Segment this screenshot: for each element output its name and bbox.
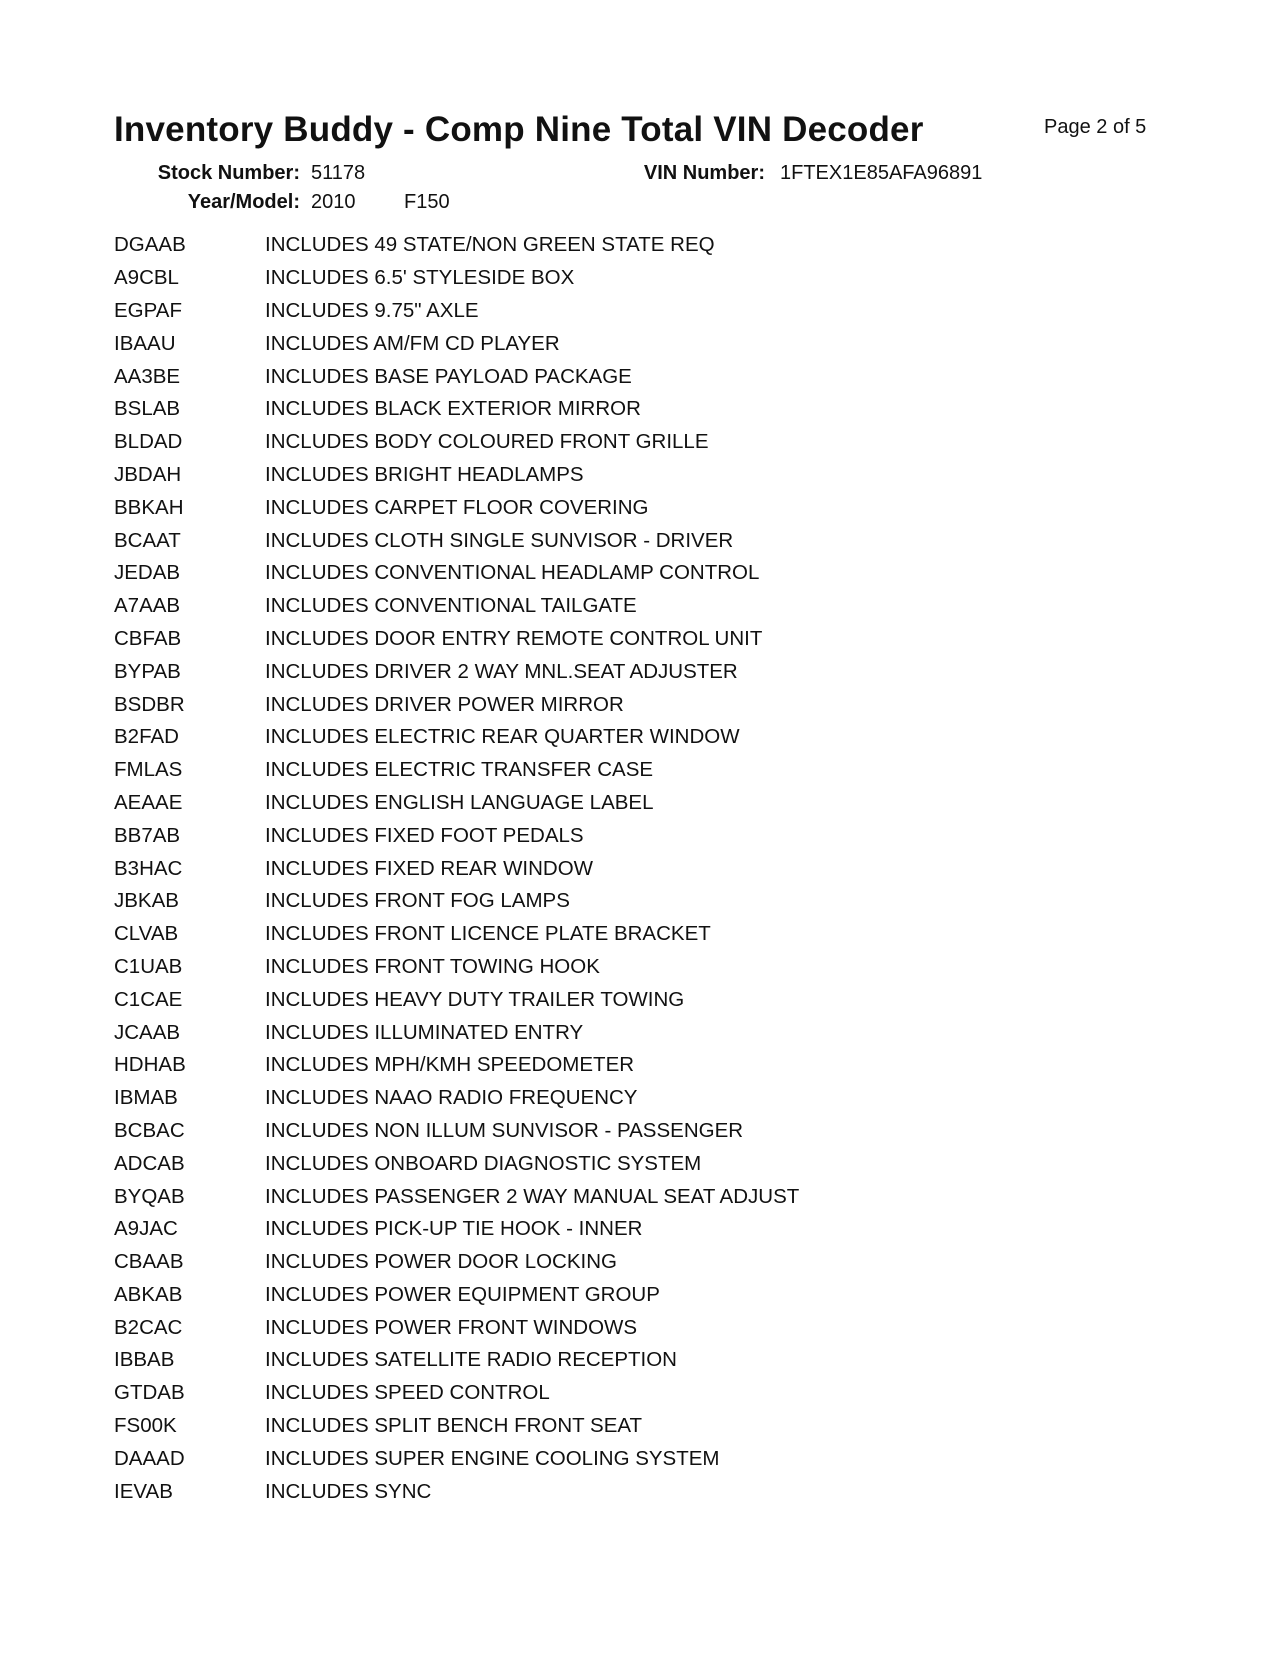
option-code-row: [114, 590, 799, 623]
option-code-row: [114, 1115, 799, 1148]
option-description: INCLUDES BRIGHT HEADLAMPS: [265, 462, 584, 486]
option-code: FMLAS: [114, 758, 183, 782]
option-code-row: [114, 426, 799, 459]
option-description: INCLUDES PICK-UP TIE HOOK - INNER: [265, 1217, 643, 1241]
option-code: AEAAE: [114, 790, 183, 814]
option-description: INCLUDES AM/FM CD PLAYER: [265, 331, 560, 355]
document-title: Inventory Buddy - Comp Nine Total VIN Decoder: [114, 110, 924, 149]
option-description: INCLUDES BODY COLOURED FRONT GRILLE: [265, 430, 709, 454]
option-description: INCLUDES ENGLISH LANGUAGE LABEL: [265, 790, 654, 814]
option-code-row: [114, 393, 799, 426]
option-code: JBDAH: [114, 462, 182, 486]
option-code: A9JAC: [114, 1217, 178, 1241]
option-description: INCLUDES POWER EQUIPMENT GROUP: [265, 1282, 660, 1306]
option-code-row: [114, 1016, 799, 1049]
option-description: INCLUDES FRONT LICENCE PLATE BRACKET: [265, 922, 711, 946]
option-code: CBFAB: [114, 626, 182, 650]
option-code: B2CAC: [114, 1315, 183, 1339]
option-description: INCLUDES HEAVY DUTY TRAILER TOWING: [265, 987, 685, 1011]
option-description: INCLUDES ONBOARD DIAGNOSTIC SYSTEM: [265, 1151, 702, 1175]
option-code: C1UAB: [114, 954, 183, 978]
option-description: INCLUDES CONVENTIONAL TAILGATE: [265, 594, 637, 618]
option-code-row: [114, 1442, 799, 1475]
option-code: CLVAB: [114, 922, 179, 946]
option-description: INCLUDES FIXED FOOT PEDALS: [265, 823, 584, 847]
option-code: BCBAC: [114, 1118, 185, 1142]
option-code: B3HAC: [114, 856, 183, 880]
option-code: EGPAF: [114, 298, 182, 322]
option-description: INCLUDES BASE PAYLOAD PACKAGE: [265, 364, 632, 388]
option-code-row: [114, 295, 799, 328]
option-description: INCLUDES FRONT FOG LAMPS: [265, 889, 570, 913]
option-code: IBAAU: [114, 331, 176, 355]
option-code: JCAAB: [114, 1020, 181, 1044]
page-indicator: Page 2 of 5: [1044, 116, 1147, 138]
option-code: BB7AB: [114, 823, 181, 847]
option-description: INCLUDES BLACK EXTERIOR MIRROR: [265, 397, 641, 421]
option-code-row: [114, 1410, 799, 1443]
option-code: DGAAB: [114, 233, 186, 257]
option-code-row: [114, 524, 799, 557]
option-code-row: [114, 819, 799, 852]
vin-number-value: 1FTEX1E85AFA96891: [780, 162, 983, 184]
option-code-row: [114, 721, 799, 754]
option-code: BYQAB: [114, 1184, 185, 1208]
option-code: FS00K: [114, 1414, 177, 1438]
option-description: INCLUDES PASSENGER 2 WAY MANUAL SEAT ADJUST: [265, 1184, 800, 1208]
option-code-row: [114, 918, 799, 951]
option-code: HDHAB: [114, 1053, 186, 1077]
option-description: INCLUDES DRIVER 2 WAY MNL.SEAT ADJUSTER: [265, 659, 738, 683]
option-code: IBMAB: [114, 1086, 178, 1110]
option-code-row: [114, 1213, 799, 1246]
option-code-row: [114, 787, 799, 820]
option-code-row: [114, 983, 799, 1016]
option-code-row: [114, 1180, 799, 1213]
option-code: JEDAB: [114, 561, 181, 585]
option-description: INCLUDES NON ILLUM SUNVISOR - PASSENGER: [265, 1118, 744, 1142]
option-description: INCLUDES DOOR ENTRY REMOTE CONTROL UNIT: [265, 626, 763, 650]
option-description: INCLUDES SYNC: [265, 1479, 432, 1503]
option-description: INCLUDES ELECTRIC TRANSFER CASE: [265, 758, 654, 782]
stock-number-value: 51178: [311, 162, 366, 184]
option-code: CBAAB: [114, 1250, 184, 1274]
option-description: INCLUDES CLOTH SINGLE SUNVISOR - DRIVER: [265, 528, 734, 552]
option-code-row: [114, 557, 799, 590]
option-code: DAAAD: [114, 1446, 185, 1470]
option-code-row: [114, 1082, 799, 1115]
option-code-row: [114, 688, 799, 721]
option-description: INCLUDES 9.75" AXLE: [265, 298, 479, 322]
vin-number-label: VIN Number:: [643, 162, 765, 184]
option-description: INCLUDES 6.5' STYLESIDE BOX: [265, 266, 575, 290]
option-code-row: [114, 1311, 799, 1344]
option-code: IBBAB: [114, 1348, 175, 1372]
option-description: INCLUDES SPLIT BENCH FRONT SEAT: [265, 1414, 643, 1438]
option-code-row: [114, 951, 799, 984]
option-code-row: [114, 1147, 799, 1180]
option-code-row: [114, 262, 799, 295]
option-description: INCLUDES DRIVER POWER MIRROR: [265, 692, 624, 716]
option-code: GTDAB: [114, 1381, 185, 1405]
option-code-row: [114, 360, 799, 393]
option-code-row: [114, 623, 799, 656]
option-code: BSDBR: [114, 692, 185, 716]
option-code-row: [114, 459, 799, 492]
option-description: INCLUDES ILLUMINATED ENTRY: [265, 1020, 584, 1044]
option-description: INCLUDES NAAO RADIO FREQUENCY: [265, 1086, 638, 1110]
option-code-row: [114, 655, 799, 688]
option-description: INCLUDES FIXED REAR WINDOW: [265, 856, 594, 880]
option-code-row: [114, 852, 799, 885]
option-description: INCLUDES 49 STATE/NON GREEN STATE REQ: [265, 233, 715, 257]
option-description: INCLUDES SPEED CONTROL: [265, 1381, 550, 1405]
option-description: INCLUDES CONVENTIONAL HEADLAMP CONTROL: [265, 561, 760, 585]
option-code: JBKAB: [114, 889, 179, 913]
option-code-row: [114, 1246, 799, 1279]
option-description: INCLUDES MPH/KMH SPEEDOMETER: [265, 1053, 635, 1077]
option-description: INCLUDES ELECTRIC REAR QUARTER WINDOW: [265, 725, 740, 749]
option-code-row: [114, 327, 799, 360]
option-code: B2FAD: [114, 725, 179, 749]
option-description: INCLUDES SUPER ENGINE COOLING SYSTEM: [265, 1446, 720, 1470]
option-code-row: [114, 885, 799, 918]
option-code-row: [114, 229, 799, 262]
model-value: F150: [404, 191, 450, 213]
option-code-list: [114, 229, 799, 1508]
option-code-row: [114, 1377, 799, 1410]
stock-number-label: Stock Number:: [157, 162, 300, 184]
option-code: BLDAD: [114, 430, 183, 454]
option-description: INCLUDES POWER FRONT WINDOWS: [265, 1315, 638, 1339]
option-code: BBKAH: [114, 495, 184, 519]
year-value: 2010: [311, 191, 356, 213]
option-description: INCLUDES FRONT TOWING HOOK: [265, 954, 600, 978]
option-code-row: [114, 1344, 799, 1377]
option-code: BSLAB: [114, 397, 181, 421]
option-code: A9CBL: [114, 266, 179, 290]
option-code-row: [114, 1049, 799, 1082]
option-description: INCLUDES CARPET FLOOR COVERING: [265, 495, 649, 519]
option-code: ADCAB: [114, 1151, 185, 1175]
option-code: IEVAB: [114, 1479, 173, 1503]
option-description: INCLUDES SATELLITE RADIO RECEPTION: [265, 1348, 677, 1372]
option-code: BYPAB: [114, 659, 181, 683]
option-code-row: [114, 491, 799, 524]
option-code-row: [114, 754, 799, 787]
year-model-label: Year/Model:: [187, 191, 300, 213]
option-code: A7AAB: [114, 594, 181, 618]
option-code-row: [114, 1279, 799, 1312]
option-description: INCLUDES POWER DOOR LOCKING: [265, 1250, 617, 1274]
option-code-row: [114, 1475, 799, 1508]
option-code: AA3BE: [114, 364, 181, 388]
option-code: C1CAE: [114, 987, 183, 1011]
option-code: BCAAT: [114, 528, 181, 552]
option-code: ABKAB: [114, 1282, 183, 1306]
